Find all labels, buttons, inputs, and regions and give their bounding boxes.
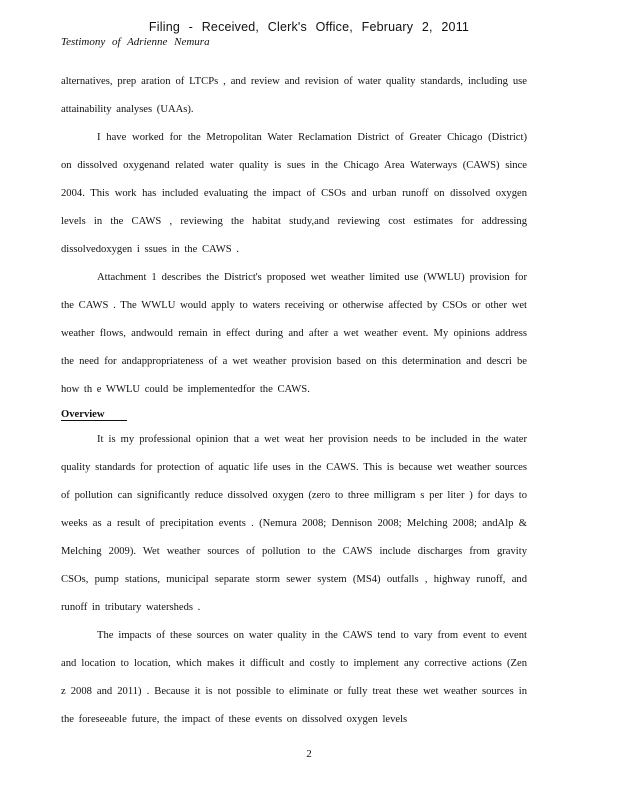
paragraph-experience: I have worked for the Metropolitan Water Reclamation District of Greater Chicago (District) on dissolved oxygenand related water quality is sues in the Chicago Area Waterways (CAWS) since 2004. This work has included evaluating the impact of CSOs and urban runoff on dissolved oxygen levels in the CAWS , reviewing the habitat study,and reviewing cost estimates for addressing dissolvedoxygen i ssues in the CAWS . xyxy=(61,132,527,255)
body-text xyxy=(61,68,527,734)
paragraph-overview: It is my professional opinion that a wet weat her provision needs to be included in the water quality standards for protection of aquatic life uses in the CAWS. This is because wet weather sources of pollution can significantly reduce dissolved oxygen (zero to three milligram s per liter ) for days to weeks as a result of precipitation events . (Nemura 2008; Dennison 2008; Melching 2008; andAlp & Melching 2009). Wet weather sources of pollution to the CAWS include discharges from gravity CSOs, pump stations, municipal separate storm sewer system (MS4) outfalls , highway runoff, and runoff in tributary watersheds . xyxy=(61,434,527,613)
filing-stamp: Filing - Received, Clerk's Office, February 2, 2011 xyxy=(148,20,470,34)
paragraph-attachment: Attachment 1 describes the District's proposed wet weather limited use (WWLU) provision for the CAWS . The WWLU would apply to waters receiving or otherwise affected by CSOs or other wet weather flows, andwould remain in effect during and after a wet weather event. My opinions address the need for andappropriateness of a wet weather provision based on this determination and descri be how th e WWLU could be implementedfor the CAWS. xyxy=(61,272,527,395)
running-head: Testimony of Adrienne Nemura xyxy=(61,36,210,48)
section-heading-overview xyxy=(61,404,527,426)
page-number: 2 xyxy=(306,748,312,760)
overview-heading-text: Overview xyxy=(61,409,127,421)
paragraph-continuation: alternatives, prep aration of LTCPs , and review and revision of water quality standards, including use attainability analyses (UAAs). xyxy=(61,76,527,115)
paragraph-impacts: The impacts of these sources on water quality in the CAWS tend to vary from event to event and location to location, which makes it difficult and costly to implement any corrective actions (Zen z 2008 and 2011) . Because it is not possible to eliminate or fully treat these wet weather sources in the foreseeable future, the impact of these events on dissolved oxygen levels xyxy=(61,630,527,725)
